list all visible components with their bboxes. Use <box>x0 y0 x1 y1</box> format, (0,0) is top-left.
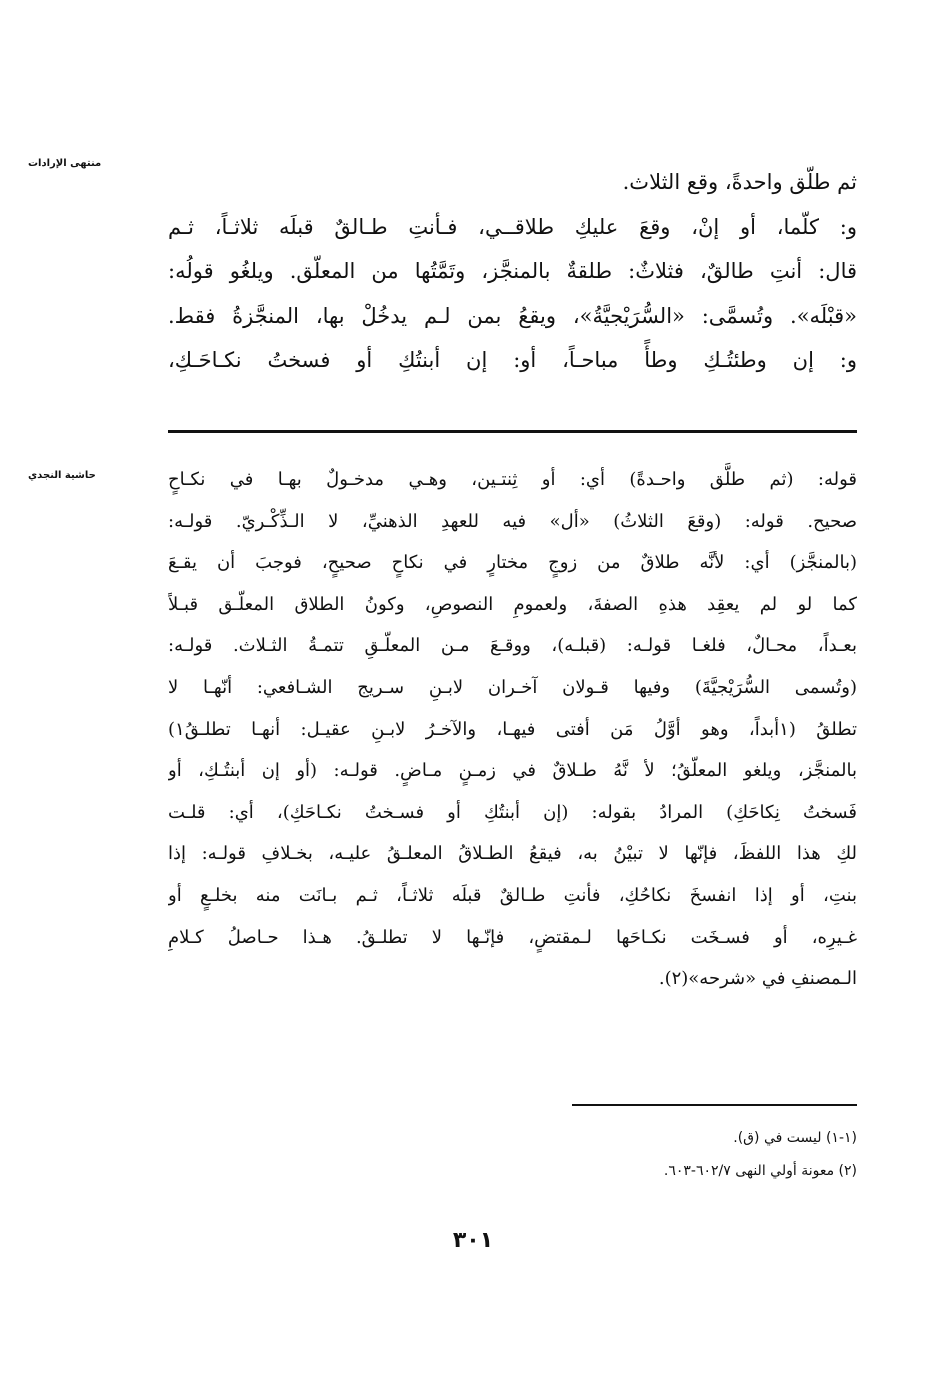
footnotes <box>168 1122 857 1188</box>
hashiya-line: تطلقُ (١أبداً، وهو أوَّلُ مَن أفتى فيهـا، والآخـرُ لابـنِ عقيـل: أنهـا تطلـقُ١) <box>168 718 857 740</box>
matn-line: «قبْلَه». وتُسمَّى: «السُّرَيْجيَّةُ»، ويقعُ بمن لـم يدخُلْ بها، المنجَّزةُ فقط. <box>168 303 857 328</box>
footnote: (٢) معونة أولي النهى ٦٠٢/٧-٦٠٣. <box>663 1163 857 1179</box>
hashiya-line: قوله: (ثم طلَّق واحـدةً) أي: أو ثِنتـين، وهـي مدخـولٌ بهـا في نكـاحٍ <box>168 469 857 490</box>
hashiya-line: كما لو لم يعقِد هذهِ الصفةَ، ولعمومِ النصوصِ، وكونُ الطلاق المعلّـق قبـلاً <box>168 593 857 615</box>
hashiya-line: بنتِ، أو إذا انفسخَ نكاحُكِ، فأنتِ طـالقٌ قبلَه ثلاثـاً، ثـم بـانَت منه بخلـعٍ أو <box>168 884 857 906</box>
hashiya-line: (بالمنجَّز) أي: لأنَّه طلاقٌ من زوجٍ مختارٍ في نكاحٍ صحيحٍ، فوجبَ أن يقـعَ <box>168 552 857 574</box>
matn-line: و: كلّما، أو إنْ، وقعَ عليكِ طلاقــي، فـأنتِ طـالقٌ قبلَه ثلاثـاً، ثـم <box>168 214 857 239</box>
hashiya-line: صحيح. قوله: (وقعَ الثلاثُ) «أل» فيه للعهدِ الذهنيِّ، لا الـذِّكْـريّ. قولـه: <box>168 510 857 532</box>
matn-line: ثم طلّق واحدةً، وقع الثلاث. <box>622 170 857 194</box>
footnote: (١-١) ليست في (ق). <box>733 1130 857 1146</box>
hashiya-line: لكِ هذا اللفظَ، فإنّها لا تبيْنُ به، فيقعُ الطـلاقُ المعلـقُ عليـه، بخـلافِ قولـه: إذا <box>168 843 857 865</box>
hashiya-text-block <box>168 459 857 1000</box>
matn-line: قال: أنتِ طالقٌ، فثلاثٌ: طلقةٌ بالمنجَّز، وتَمَّتُها من المعلّق. ويلغُو قولُه: <box>168 259 857 283</box>
page-number: ٣٠١ <box>452 1228 494 1253</box>
hashiya-line: غـيرِه، أو فسـخَت نكـاحَها لـمقتضٍ، فإنّـها لا تطلـقُ. هـذا حـاصلُ كـلامِ <box>168 926 857 948</box>
footnote-divider <box>572 1104 857 1106</box>
matn-text-block <box>168 160 857 383</box>
hashiya-line: بعـداً، محـالٌ، فلغـا قولـه: (قبلـه)، ووقـعَ مـن المعلّـقِ تتمـةُ الثـلاث. قولـه: <box>168 635 857 657</box>
hashiya-line: (وتُسمى السُّرَيْجيَّةَ) وفيها قـولان آخـران لابـنِ سـريج الشـافعي: أنّهـا لا <box>168 676 857 698</box>
margin-label-hashiya: حاشية النجدي <box>28 470 96 481</box>
margin-label-matn: منتهى الإرادات <box>28 158 102 169</box>
hashiya-line: الـمصنفِ في «شرحه»(٢). <box>658 968 857 990</box>
hashiya-line: فَسختُ نِكاحَكِ) المرادُ بقوله: (إن أبنتُكِ أو فسـختُ نكـاحَكِ)، أي: قلـت <box>168 801 857 823</box>
hashiya-line: بالمنجَّز، ويلغو المعلّقُ؛ لأ نَّهُ طـلاقٌ في زمـنٍ مـاضٍ. قولـه: (أو إن أبنتُـكِ، أو <box>168 760 857 782</box>
matn-line: و: إن وطئتُـكِ وطأً مباحـاً، أو: إن أبنتُكِ أو فسختُ نكـاحَـكِ، <box>168 348 857 372</box>
section-divider <box>168 430 857 433</box>
